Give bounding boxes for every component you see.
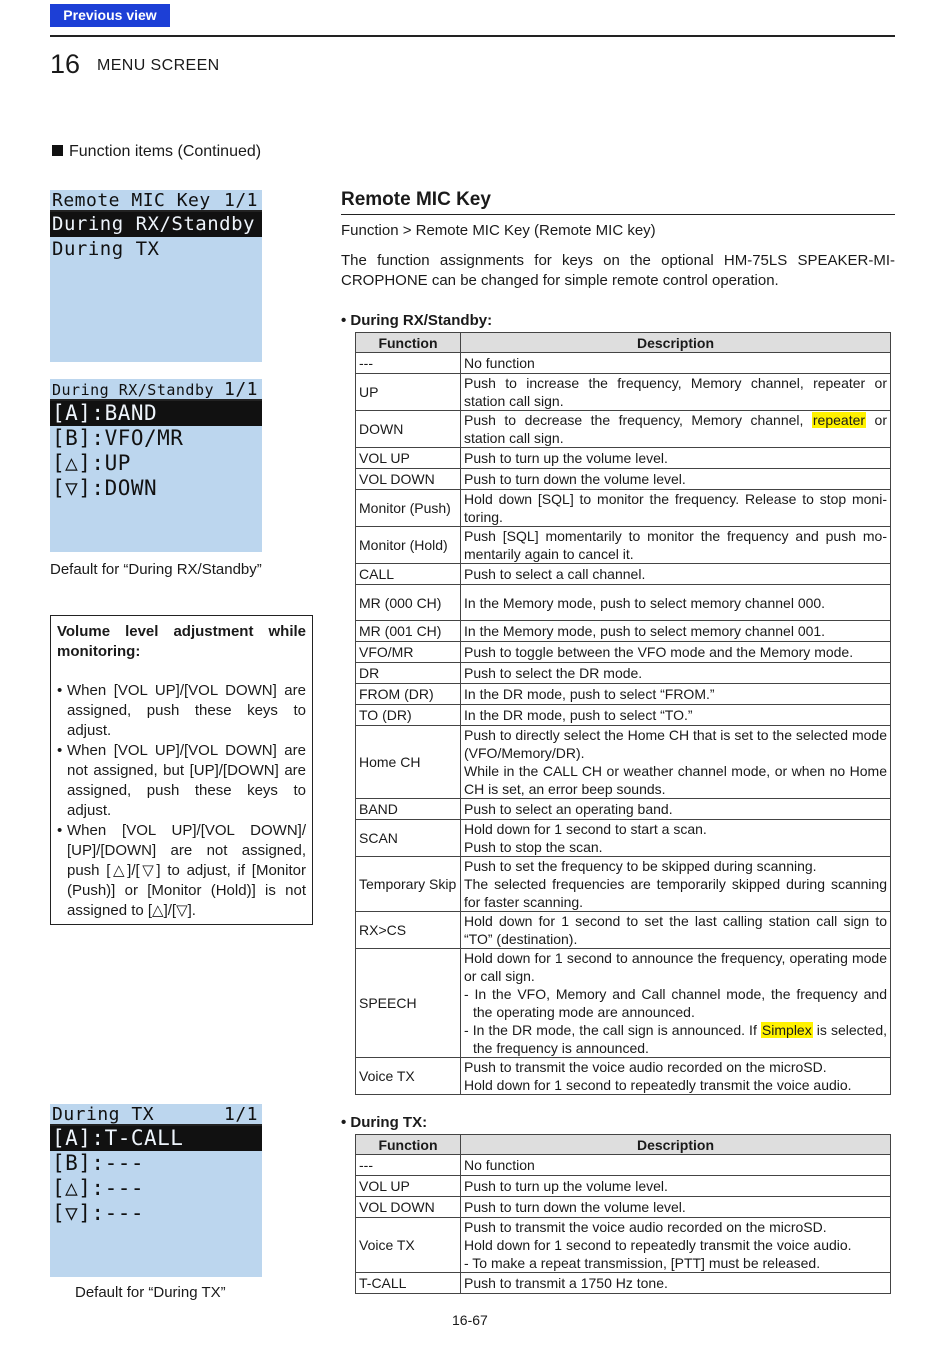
lcd-item: [B]:VFO/MR [52,426,184,450]
description-text: - In the DR mode, the call sign is announced. If [464,1022,761,1038]
description-line: Push to transmit the voice audio recorded on the microSD. [464,1059,827,1075]
function-cell: T-CALL [356,1273,461,1294]
table-row [356,642,891,663]
highlighted-term: repeater [812,412,866,428]
note-item: • When [VOL UP]/[VOL DOWN]/ [UP]/[DOWN] are not assigned, push [△]/[▽] to adjust, if [Monitor (Push)] or [Monitor (Hold)] is not assigned to [△]/[▽]. [57,821,306,921]
intro-description: The function assignments for keys on the optional HM-75LS SPEAKER-MICROPHONE can be changed for simple remote control operation. [341,252,895,289]
function-cell: RX>CS [356,912,461,949]
function-cell: Monitor (Push) [356,490,461,527]
description-cell: Push to toggle between the VFO mode and the Memory mode. [461,642,891,663]
table-row [356,411,891,448]
description-text: is selected, the frequency is announced. [473,1022,888,1056]
description-line: Hold down for 1 second to repeatedly transmit the voice audio. [464,1237,852,1253]
header-function: Function [356,1135,461,1155]
table-row [356,374,891,411]
function-cell: BAND [356,799,461,820]
chapter-title: MENU SCREEN [97,57,220,74]
description-cell: In the DR mode, push to select “FROM.” [461,684,891,705]
description-line: Push to directly select the Home CH that is set to the selected mode (VFO/Memory/DR). [464,727,887,761]
description-cell [461,1218,891,1273]
table-row [356,799,891,820]
description-cell: In the Memory mode, push to select memory channel 000. [461,585,891,621]
page-number: 16-67 [452,1312,488,1328]
volume-note-box [50,615,313,925]
lcd-item-selected: [A]:T-CALL [50,1126,262,1151]
function-cell: Monitor (Hold) [356,527,461,564]
description-cell: Push to increase the frequency, Memory channel, repeater or station call sign. [461,374,891,411]
description-cell: No function [461,1155,891,1176]
lcd-during-rx-standby [50,379,262,552]
function-cell: DOWN [356,411,461,448]
table-row [356,912,891,949]
description-cell: Hold down [SQL] to monitor the frequency. Release to stop monitoring. [461,490,891,527]
description-cell: Push to select the DR mode. [461,663,891,684]
table-row [356,585,891,621]
table-row [356,527,891,564]
description-cell [461,949,891,1058]
function-cell: VOL UP [356,1176,461,1197]
note-title: Volume level adjustment while monitoring: [57,623,306,660]
caption-rx-standby: Default for “During RX/Standby” [50,561,262,578]
lcd-title: During TX [52,1104,155,1125]
note-list [57,681,306,921]
description-cell: Push to transmit a 1750 Hz tone. [461,1273,891,1294]
description-cell [461,820,891,857]
function-cell: UP [356,374,461,411]
table-header-row [356,1135,891,1155]
table-row [356,857,891,912]
section-title: Function items (Continued) [69,143,262,160]
description-cell: Push to turn down the volume level. [461,469,891,490]
table-row [356,448,891,469]
square-bullet-icon [52,145,63,156]
lcd-item: [△]:--- [52,1176,145,1200]
remote-mic-key-heading: Remote MIC Key [341,189,491,210]
lcd-page-indicator: 1/1 [223,379,258,400]
description-cell: Push to turn up the volume level. [461,1176,891,1197]
lcd-title-bar [50,190,262,212]
table-row [356,1218,891,1273]
lcd-item-selected: [A]:BAND [50,401,262,426]
function-cell: Home CH [356,726,461,799]
lcd-page-indicator: 1/1 [223,1104,258,1125]
description-cell [461,1058,891,1095]
lcd-remote-mic-key [50,190,262,362]
table-row [356,1058,891,1095]
function-cell: TO (DR) [356,705,461,726]
description-line: Hold down for 1 second to announce the frequency, operating mode or call sign. [464,950,887,984]
description-cell: Hold down for 1 second to set the last calling station call sign to “TO” (destination). [461,912,891,949]
function-cell: SPEECH [356,949,461,1058]
description-cell: In the Memory mode, push to select memory channel 001. [461,621,891,642]
function-cell: VOL UP [356,448,461,469]
table-row [356,1273,891,1294]
function-cell: SCAN [356,820,461,857]
lcd-item: [▽]:--- [52,1201,145,1225]
description-cell: Push to turn down the volume level. [461,1197,891,1218]
header-rule [50,35,895,37]
lcd-item: [△]:UP [52,451,131,475]
description-line: While in the CALL CH or weather channel mode, or when no Home CH is set, an error beep sounds. [464,763,887,797]
description-cell: In the DR mode, push to select “TO.” [461,705,891,726]
lcd-title-bar [50,379,262,401]
description-cell: Push to turn up the volume level. [461,448,891,469]
caption-tx: Default for “During TX” [75,1284,226,1301]
function-cell: VOL DOWN [356,1197,461,1218]
description-cell [461,726,891,799]
description-cell: Push to select an operating band. [461,799,891,820]
description-cell [461,857,891,912]
note-item: • When [VOL UP]/[VOL DOWN] are not assigned, but [UP]/[DOWN] are assigned, push these keys to adjust. [57,741,306,821]
table-row [356,1197,891,1218]
function-cell: VFO/MR [356,642,461,663]
function-cell: VOL DOWN [356,469,461,490]
description-line: Push to set the frequency to be skipped during scanning. [464,858,817,874]
heading-rule [341,214,895,215]
description-line: - In the VFO, Memory and Call channel mode, the frequency and the operating mode are announced. [464,986,887,1020]
table-row [356,1155,891,1176]
description-line [464,1021,887,1057]
description-line: Hold down for 1 second to repeatedly transmit the voice audio. [464,1077,852,1093]
description-cell: Push [SQL] momentarily to monitor the frequency and push momentarily again to cancel it. [461,527,891,564]
note-item: • When [VOL UP]/[VOL DOWN] are assigned, push these keys to adjust. [57,681,306,741]
function-cell: MR (001 CH) [356,621,461,642]
table-row [356,1176,891,1197]
previous-view-button[interactable]: Previous view [50,4,170,27]
lcd-item: [▽]:DOWN [52,476,158,500]
table-row [356,949,891,1058]
description-cell: No function [461,353,891,374]
lcd-title-bar [50,1104,262,1126]
function-cell: MR (000 CH) [356,585,461,621]
header-function: Function [356,333,461,353]
table-row [356,726,891,799]
description-line: Hold down for 1 second to start a scan. [464,821,707,837]
menu-path: Function > Remote MIC Key (Remote MIC key) [341,222,656,239]
lcd-item: [B]:--- [52,1151,145,1175]
function-cell: --- [356,1155,461,1176]
description-cell [461,411,891,448]
lcd-page-indicator: 1/1 [223,190,258,211]
function-cell: CALL [356,564,461,585]
description-line: Push to transmit the voice audio recorded on the microSD. [464,1219,827,1235]
table-row [356,353,891,374]
table-row [356,705,891,726]
header-description: Description [461,333,891,353]
tx-label: • During TX: [341,1114,428,1131]
function-cell: --- [356,353,461,374]
description-line: The selected frequencies are temporarily skipped during scanning for faster scanning. [464,876,887,910]
lcd-during-tx [50,1104,262,1277]
function-cell: FROM (DR) [356,684,461,705]
table-row [356,663,891,684]
description-line: - To make a repeat transmission, [PTT] must be released. [464,1255,821,1271]
description-text: Push to decrease the frequency, Memory channel, [464,412,812,428]
description-text: or station call sign. [464,412,887,446]
table-row [356,684,891,705]
lcd-title: Remote MIC Key [52,190,211,211]
function-cell: Voice TX [356,1058,461,1095]
function-cell: Temporary Skip [356,857,461,912]
table-header-row [356,333,891,353]
description-line: Push to stop the scan. [464,839,603,855]
table-row [356,469,891,490]
table-row [356,820,891,857]
rx-standby-label: • During RX/Standby: [341,312,493,329]
section-heading [52,143,261,161]
lcd-item: During TX [52,238,160,260]
tx-table [355,1134,891,1294]
table-row [356,621,891,642]
lcd-item-selected: During RX/Standby [50,212,262,237]
description-cell: Push to select a call channel. [461,564,891,585]
rx-standby-table [355,332,891,1095]
function-cell: Voice TX [356,1218,461,1273]
table-row [356,490,891,527]
function-cell: DR [356,663,461,684]
header-description: Description [461,1135,891,1155]
table-row [356,564,891,585]
highlighted-term: Simplex [761,1022,812,1038]
chapter-number: 16 [50,49,81,79]
lcd-title: During RX/Standby [52,381,215,399]
